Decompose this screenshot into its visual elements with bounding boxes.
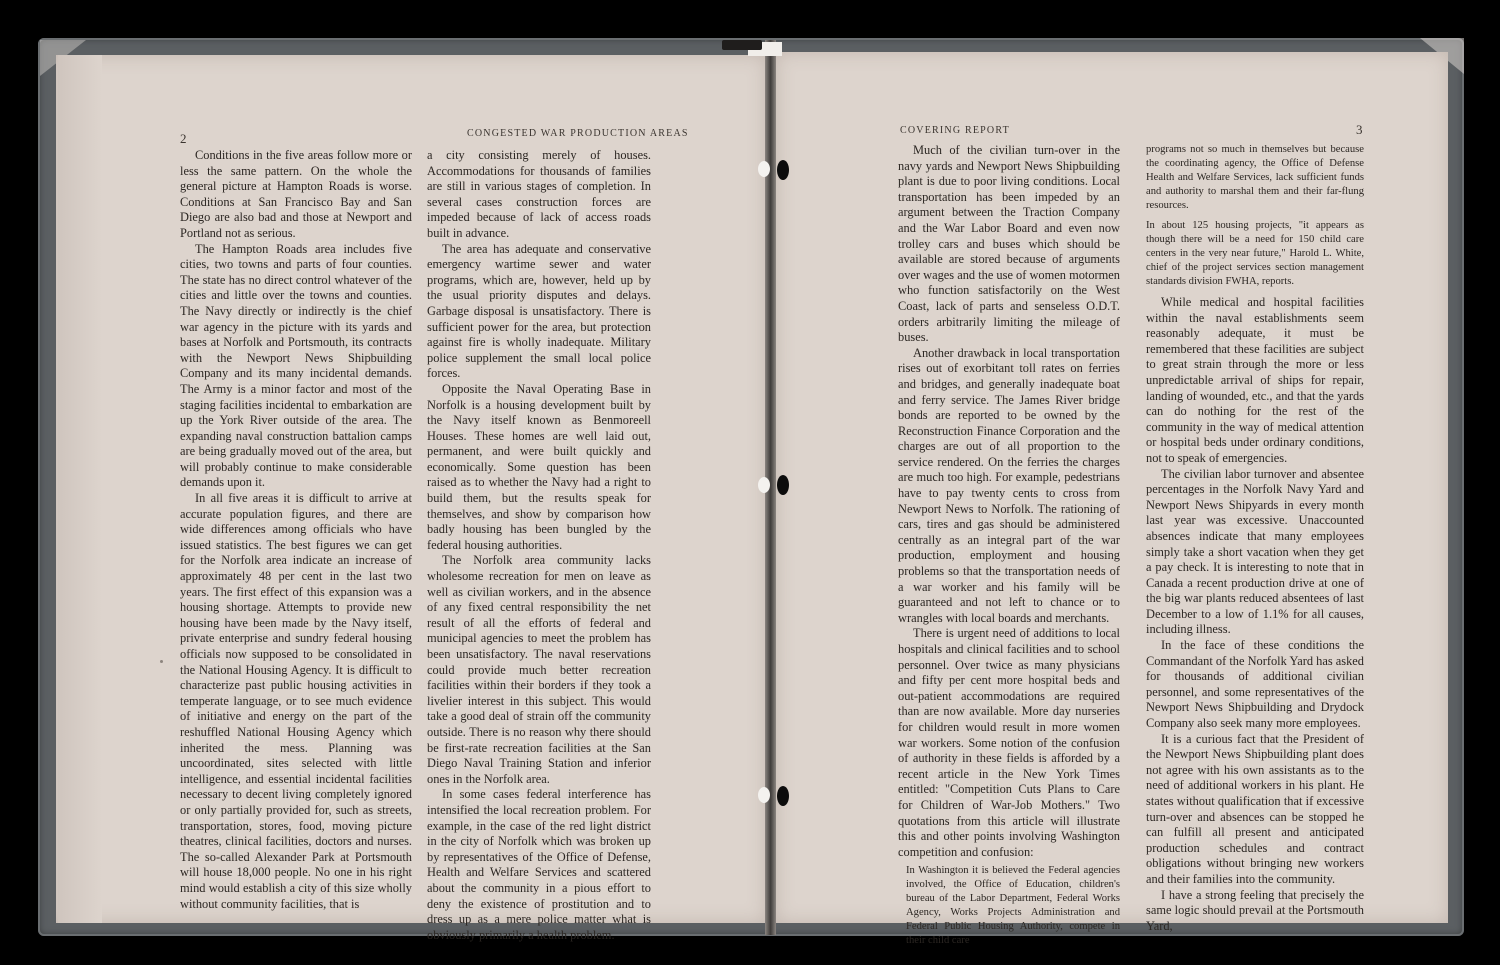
paragraph: It is a curious fact that the President of the Newport News Shipbuilding plant does not agree with his own assistants as to the need of additional workers in his plant. He states without qualification that if excessive turn-over and absences can be stopped he can fulfill all present and anticipated production schedules and contract obligations without bringing new workers and their families into the community. — [1146, 731, 1364, 886]
punch-hole — [777, 160, 789, 180]
paragraph: Conditions in the five areas follow more or less the same pattern. On the whole the general picture at Hampton Roads is worse. Conditions at San Francisco Bay and San Diego are also bad and those at Newport and Portland not as serious. — [180, 148, 412, 240]
block-quote: programs not so much in themselves but because the coordinating agency, the Office of Defense Health and Welfare Services, lack sufficient funds and authority to marshal them and their far-flung resources. — [1146, 144, 1364, 211]
paragraph: In the face of these conditions the Commandant of the Norfolk Yard has asked for thousands of additional civilian personnel, and some representatives of the Newport News Shipbuilding and Drydock Company also seek many more employees. — [1146, 638, 1364, 731]
binder-clip — [722, 40, 762, 50]
binder-ring — [758, 787, 770, 803]
paragraph: The civilian labor turnover and absentee percentages in the Norfolk Navy Yard and Newport News Shipyards in every month last year was excessive. Unaccounted absences indicate that many employees simply take a short vacation when they get a pay check. It is interesting to note that in Canada a recent production drive at one of the big war plants reduced absentees of last December to a low of 1.1% for all causes, including illness. — [1146, 466, 1364, 637]
binder-ring — [758, 161, 770, 177]
left-page-column-2 — [427, 148, 651, 943]
paragraph: I have a strong feeling that precisely the same logic should prevail at the Portsmouth Yard, — [1146, 887, 1364, 933]
binder-ring — [758, 477, 770, 493]
paragraph: In some cases federal interference has intensified the local recreation problem. For example, in the case of the red light district in the city of Norfolk which was broken up by representatives of the Office of Defense, Health and Welfare Services and scattered about the community in a pious effort to deny the existence of prostitution and to dress up as a mere police matter what is obviously primarily a health problem. — [427, 787, 651, 942]
running-head-right: COVERING REPORT — [900, 125, 1010, 136]
paragraph: In all five areas it is difficult to arrive at accurate population figures, and there are wide differences among officials who have issued statistics. The best figures we can get for the Norfolk area indicate an increase of approximately 48 per cent in the last two years. The first effect of this expansion was a housing shortage. Attempts to provide new housing have been made by the Navy itself, private enterprise and sundry federal housing officials now supposed to be consolidated in the National Housing Agency. It is difficult to characterize past public housing activities in temperate language, or to see much evidence of initiative and energy on the part of the reshuffled National Housing Agency which inherited the mess. Planning was uncoordinated, sites selected with little intelligence, and essential incidental facilities necessary to decent living completely ignored or only partially provided for, such as streets, transportation, stores, food, moving picture theatres, clinical facilities, doctors and nurses. The so-called Alexander Park at Portsmouth will house 18,000 people. No one in his right mind would establish a city of this size wholly without community facilities, that is — [180, 491, 412, 911]
paragraph: The Norfolk area community lacks wholesome recreation for men on leave as well as civilian workers, and in the absence of any fixed central responsibility the net result of all the efforts of federal and municipal agencies to meet the problem has been unsatisfactory. The naval reservations could provide much better recreation facilities within their borders if they took a livelier interest in this subject. This would take a good deal of strain off the community outside. There is no reason why there should be first-rate recreation facilities at the San Diego Naval Training Station and inferior ones in the Norfolk area. — [427, 553, 651, 786]
block-quote: In about 125 housing projects, "it appears as though there will be a need for 150 child care centers in the very near future," Harold L. White, chief of the project services section management standards division FWHA, reports. — [1146, 220, 1364, 287]
running-head-left: CONGESTED WAR PRODUCTION AREAS — [467, 128, 689, 139]
block-quote: In Washington it is believed the Federal agencies involved, the Office of Education, children's bureau of the Labor Department, Federal Works Agency, Works Projects Administration and Federal Public Housing Authority, compete in their child care — [906, 865, 1120, 947]
paragraph: Much of the civilian turn-over in the navy yards and Newport News Shipbuilding plant is due to poor living conditions. Local transportation has been impeded by an argument between the Traction Company and the War Labor Board and even now trolley cars and buses which should be available are stored because of arguments over wages and the use of women motormen who function satisfactorily on the West Coast, lack of parts and senseless O.D.T. orders arbitrarily limiting the mileage of buses. — [898, 143, 1120, 345]
paragraph: a city consisting merely of houses. Accommodations for thousands of families are still in various stages of completion. In several cases construction forces are impeded because of lack of access roads built in advance. — [427, 148, 651, 240]
paragraph: Another drawback in local transportation rises out of exorbitant toll rates on ferries and bridges, and generally inadequate boat and ferry service. The James River bridge bonds are reported to be owned by the Reconstruction Finance Corporation and the charges are out of all proportion to the service rendered. On the ferries the charges are much too high. For example, pedestrians have to pay twenty cents to cross from Newport News to Norfolk. The rationing of cars, tires and gas should be administered centrally as an integral part of the war production, employment and housing problems so that the transportation needs of a war worker and his family will be guaranteed and not left to chance or to wrangles with local boards and merchants. — [898, 345, 1120, 625]
left-page-column-1 — [180, 148, 412, 912]
right-page-column-1 — [898, 143, 1120, 954]
punch-hole — [777, 475, 789, 495]
punch-hole — [777, 786, 789, 806]
paragraph: The Hampton Roads area includes five cities, two towns and parts of four counties. The state has no direct control whatever of the cities and little over the towns and counties. The Navy directly or indirectly is the chief war agency in the picture with its yards and bases at Norfolk and Portsmouth, its contracts with the Newport News Shipbuilding Company and its many incidental demands. The Army is a minor factor and most of the staging facilities incidental to embarkation are up the York River outside of the area. The expanding naval construction battalion camps are being gradually moved out of the area, but will probably continue to make considerable demands upon it. — [180, 241, 412, 490]
paragraph: The area has adequate and conservative emergency wartime sewer and water programs, which are, however, held up by the usual priority disputes and delays. Garbage disposal is unsatisfactory. There is sufficient power for the area, but protection against fire is wholly inadequate. Military police supplement the small local police forces. — [427, 241, 651, 381]
left-page-edge — [58, 55, 102, 923]
paragraph: Opposite the Naval Operating Base in Norfolk is a housing development built by the Navy itself known as Benmoreell Houses. These homes are well laid out, permanent, and were built quickly and economically. Some question has been raised as to whether the Navy had a right to build them, but the results speak for themselves, and show by comparison how badly housing has been bungled by the federal housing authorities. — [427, 381, 651, 552]
page-number-right: 3 — [1356, 122, 1363, 137]
page-speck — [160, 660, 163, 663]
paragraph: There is urgent need of additions to local hospitals and clinical facilities and to school personnel. Over twice as many physicians and fifty per cent more hospital beds and out-patient accommodations are required than are now available. More day nurseries for children would result in more women war workers. Some notion of the confusion of authority in these fields is afforded by a recent article in the New York Times entitled: "Competition Cuts Plans to Care for Children of War-Job Mothers." Two quotations from this article will illustrate this and other points involving Washington competition and confusion: — [898, 626, 1120, 859]
page-number-left: 2 — [180, 131, 187, 146]
right-page-column-2 — [1146, 143, 1364, 934]
paragraph: While medical and hospital facilities within the naval establishments seem reasonably adequate, it must be remembered that these facilities are subject to great strain through the more or less unpredictable arrival of ships for repair, landing of wounded, etc., and that the yards can do nothing for the rest of the community in the way of medical attention or hospital beds under ordinary conditions, not to speak of emergencies. — [1146, 295, 1364, 465]
